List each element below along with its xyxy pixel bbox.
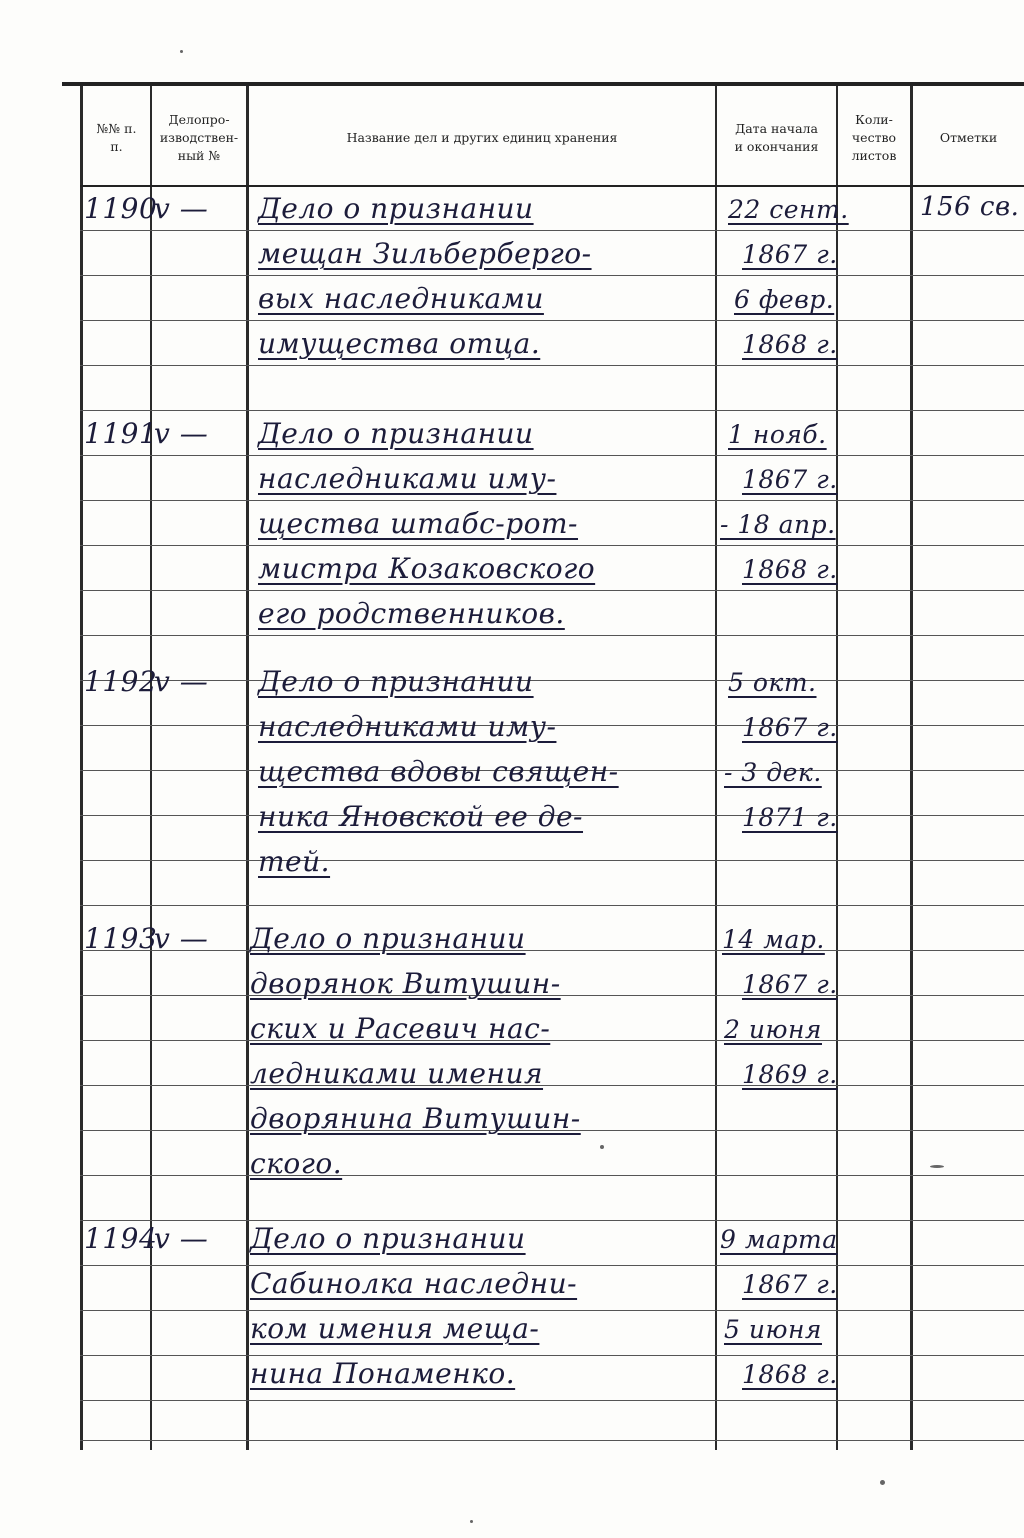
ruled-line <box>80 680 1024 681</box>
column-divider <box>246 86 249 1450</box>
ruled-line <box>80 590 1024 591</box>
scan-speck <box>600 1145 604 1149</box>
ruled-line <box>80 545 1024 546</box>
record-title-line: наследниками иму- <box>258 462 557 495</box>
header-bottom-border <box>80 185 1024 187</box>
ruled-line <box>80 635 1024 636</box>
record-date-line: 5 окт. <box>728 668 817 697</box>
header-dates: Дата начала и окончания <box>734 121 819 154</box>
record-title-line: Сабинолка наследни- <box>250 1267 578 1300</box>
record-date-line: 1867 г. <box>742 240 838 269</box>
header-office-number: Делопро- изводствен- ный № <box>159 112 239 163</box>
record-office-number: v — <box>154 1222 209 1255</box>
record-date-line: 1871 г. <box>742 803 838 832</box>
scan-speck <box>880 1480 885 1485</box>
record-date-line: 1 нояб. <box>728 420 827 449</box>
record-title-line: ника Яновской ее де- <box>258 800 584 833</box>
ruled-line <box>80 1220 1024 1221</box>
column-divider <box>910 86 913 1450</box>
record-title-line: тей. <box>258 845 331 878</box>
table-top-border <box>62 82 1024 86</box>
record-office-number: v — <box>154 665 209 698</box>
record-date-line: 1868 г. <box>742 1360 838 1389</box>
record-title-line: ком имения меща- <box>250 1312 540 1345</box>
ruled-line <box>80 455 1024 456</box>
record-date-line: - 3 дек. <box>724 758 822 787</box>
record-date-line: 1868 г. <box>742 555 838 584</box>
ruled-line <box>80 1400 1024 1401</box>
record-title-line: нина Понаменко. <box>250 1357 516 1390</box>
record-date-line: 1869 г. <box>742 1060 838 1089</box>
column-divider <box>80 86 83 1450</box>
record-date-line: 2 июня <box>724 1015 822 1044</box>
record-date-line: 1867 г. <box>742 1270 838 1299</box>
record-office-number: v — <box>154 922 209 955</box>
record-title-line: ского. <box>250 1147 343 1180</box>
record-title-line: мещан Зильбербергo- <box>258 237 592 270</box>
record-date-line: 14 мар. <box>722 925 825 954</box>
ruled-line <box>80 410 1024 411</box>
record-number: 1193 <box>84 922 158 955</box>
record-date-line: 1867 г. <box>742 465 838 494</box>
ruled-line <box>80 1085 1024 1086</box>
record-title-line: мистра Козаковского <box>258 552 596 585</box>
record-title-line: Дело о признании <box>250 922 526 955</box>
ruled-line <box>80 1440 1024 1441</box>
header-number: №№ п. п. <box>96 121 137 154</box>
ruled-line <box>80 500 1024 501</box>
record-date-line: 5 июня <box>724 1315 822 1344</box>
record-title-line: имущества отца. <box>258 327 541 360</box>
record-title-line: наследниками иму- <box>258 710 557 743</box>
record-number: 1192 <box>84 665 158 698</box>
record-title-line: Дело о признании <box>258 417 534 450</box>
record-title-line: Дело о признании <box>250 1222 526 1255</box>
record-date-line: 1867 г. <box>742 970 838 999</box>
record-title-line: дворянина Витушин- <box>250 1102 581 1135</box>
ruled-line <box>80 365 1024 366</box>
record-note: 156 св. <box>920 192 1020 222</box>
record-title-line: его родственников. <box>258 597 565 630</box>
header-title: Название дел и других единиц хранения <box>346 130 618 145</box>
ruled-line <box>80 320 1024 321</box>
record-date-line: 22 сент. <box>728 195 849 224</box>
ruled-line <box>80 1175 1024 1176</box>
ruled-line <box>80 1355 1024 1356</box>
ruled-line <box>80 230 1024 231</box>
record-date-line: 9 марта <box>720 1225 838 1254</box>
header-sheets: Коли- чество листов <box>851 112 897 163</box>
record-title-line: дворянок Витушин- <box>250 967 561 1000</box>
record-number: 1194 <box>84 1222 158 1255</box>
record-title-line: щества вдовы священ- <box>258 755 619 788</box>
record-title-line: вых наследниками <box>258 282 544 315</box>
record-title-line: ледниками имения <box>250 1057 544 1090</box>
scan-speck <box>930 1165 944 1168</box>
ruled-line <box>80 1310 1024 1311</box>
header-notes: Отметки <box>939 130 998 145</box>
ruled-line <box>80 275 1024 276</box>
record-title-line: Дело о признании <box>258 665 534 698</box>
record-date-line: 6 февр. <box>734 285 835 314</box>
ruled-line <box>80 905 1024 906</box>
record-title-line: щества штабс-рот- <box>258 507 579 540</box>
scan-speck <box>470 1520 473 1523</box>
ruled-line <box>80 1265 1024 1266</box>
record-date-line: 1867 г. <box>742 713 838 742</box>
ruled-line <box>80 1040 1024 1041</box>
record-title-line: ских и Расевич нас- <box>250 1012 551 1045</box>
ruled-line <box>80 950 1024 951</box>
record-number: 1190 <box>84 192 158 225</box>
record-office-number: v — <box>154 192 209 225</box>
ruled-line <box>80 860 1024 861</box>
record-number: 1191 <box>84 417 158 450</box>
record-office-number: v — <box>154 417 209 450</box>
record-date-line: 1868 г. <box>742 330 838 359</box>
column-divider <box>715 86 717 1450</box>
scan-speck <box>180 50 183 53</box>
record-date-line: - 18 апр. <box>720 510 836 539</box>
record-title-line: Дело о признании <box>258 192 534 225</box>
